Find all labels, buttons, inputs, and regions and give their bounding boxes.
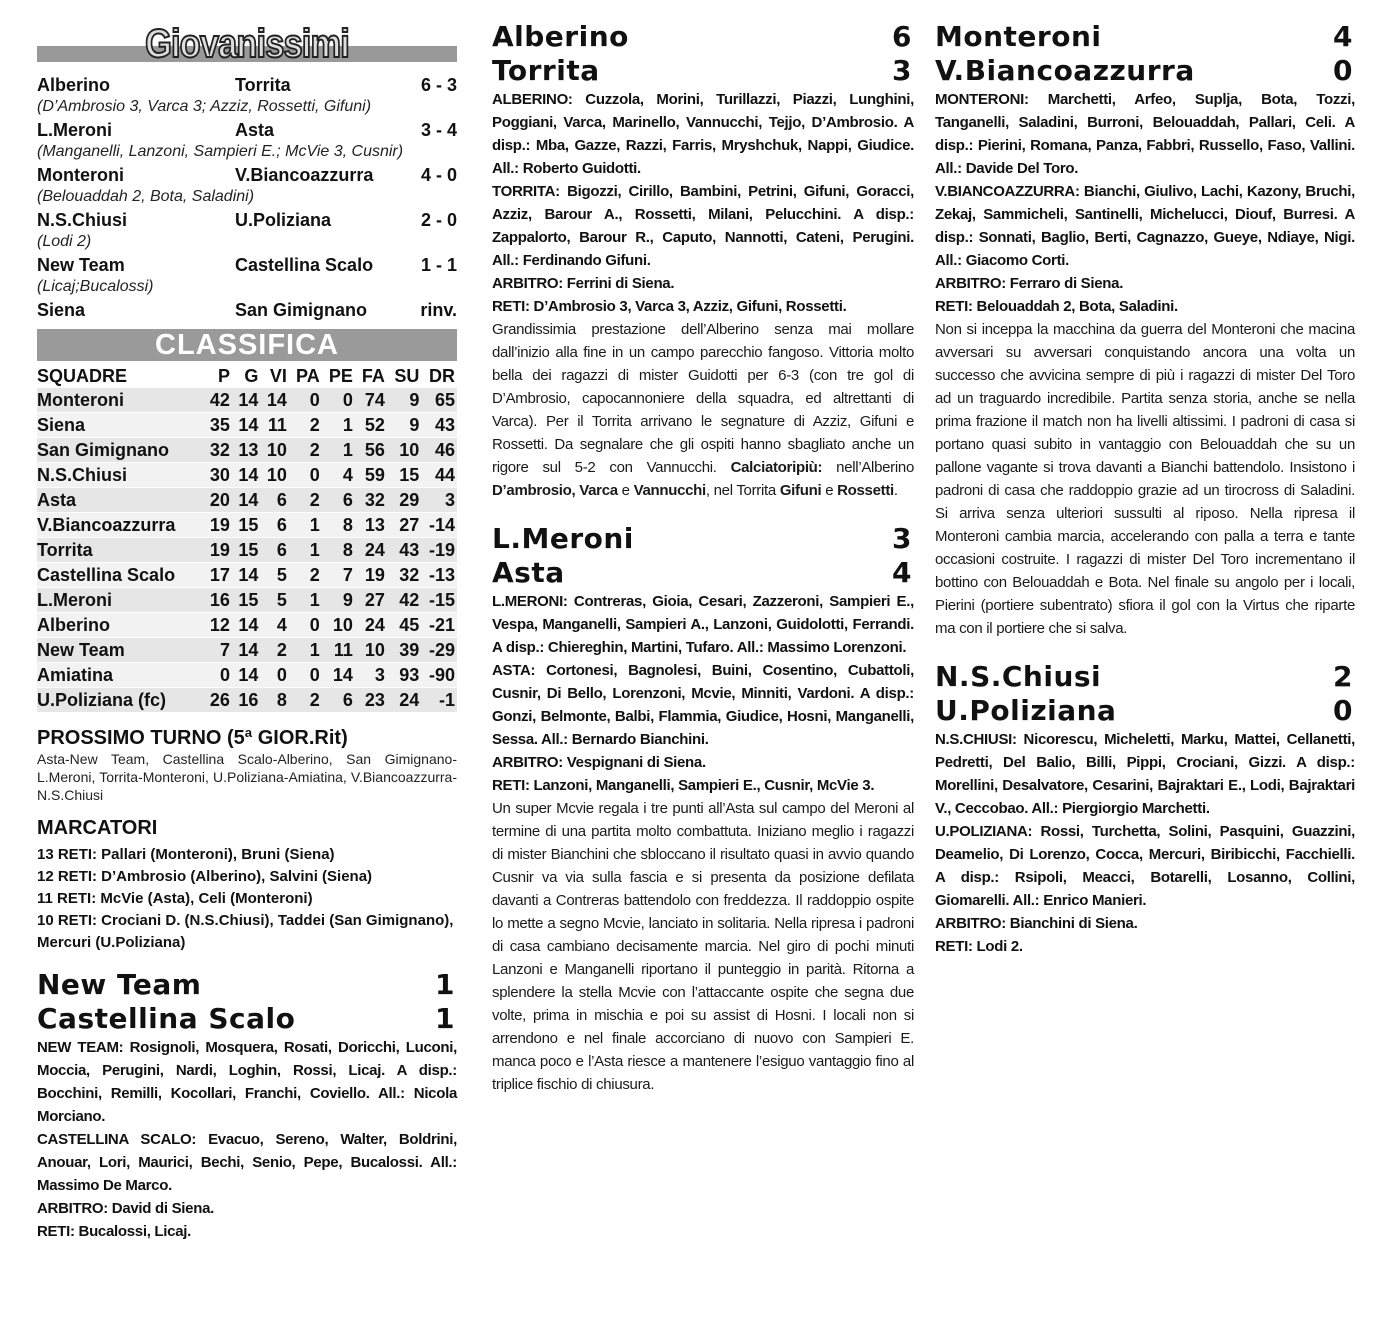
result-away: Torrita [235,75,291,95]
standings-col-header: P [217,366,230,386]
standings-cell: 42 [209,390,230,410]
lineup-home: NEW TEAM: Rosignoli, Mosquera, Rosati, Doricchi, Luconi, Moccia, Perugini, Nardi, Loghin, Rossi, Licaj. A disp.: Bocchini, Remilli, Kocollari, Franchi, Coviello. All.: Nicola Morciano. [37,1039,457,1125]
result-home: L.Meroni [37,120,112,140]
standings-cell: 7 [342,565,353,585]
result-away: Castellina Scalo [235,255,374,275]
next-round-text: Asta-New Team, Castellina Scalo-Alberino, San Gimignano-L.Meroni, Torrita-Monteroni, U.Poliziana-Amiatina, V.Biancoazzurra-N.S.Chiusi [37,751,457,803]
referee: ARBITRO: Ferraro di Siena. [935,275,1124,292]
standings-cell: 13 [238,440,259,460]
result-score: 2 - 0 [420,210,457,230]
standings-cell: 59 [364,465,385,485]
standings-cell: 8 [276,690,287,710]
left-column [37,20,457,1243]
standings-cell: 46 [434,440,455,460]
standings-cell: 13 [364,515,385,535]
team-score: 0 [1333,54,1353,87]
standings-row [37,488,457,513]
next-round-title: PROSSIMO TURNO (5ª GIOR.Rit) [37,727,348,749]
result-item [37,299,457,321]
standings-cell: 24 [399,690,420,710]
standings-cell: 6 [342,690,353,710]
result-item [37,209,457,253]
standings-cell: 15 [238,515,259,535]
team-name: V.Biancoazzurra [935,54,1195,87]
standings-cell: 9 [342,590,353,610]
standings-cell: 16 [209,590,230,610]
report-text: . [893,482,898,499]
section-banner [37,20,457,66]
scorers-title: MARCATORI [37,817,158,839]
result-score: 1 - 1 [420,255,457,275]
standings-row [37,663,457,688]
standings-cell: 27 [399,515,420,535]
referee: ARBITRO: Bianchini di Siena. [935,915,1138,932]
standings-team: Siena [37,415,86,435]
result-away: V.Biancoazzurra [235,165,374,185]
standings-col-header: G [244,366,259,386]
standings-cell: 15 [238,590,259,610]
match-report: Un super Mcvie regala i tre punti all’Asta sul campo del Meroni al termine di una partita molto combattuta. Iniziano meglio i ragazzi di mister Bianchini che sbloccano il risultato quasi in avvio quando Cusnir va via sulla fascia e si presenta da posizione defilata davanti a Contreras battendolo con freddezza. Il raddoppio ospite lo mette a segno Mcvie, lanciato in solitaria. Nella ripresa i padroni di casa cambiano decisamente marcia. Nel giro di pochi minuti Lanzoni e Manganelli riportano il punteggio in parità. Ritorna a splendere la stella Mcvie con l’attaccante ospite che segna due volte, prima in mischia e poi su assist di Hosni. I locali non si arrendono e nel finale accorciano di nuovo con Sampieri E. manca poco e l’Asta riesce a mantenere l’esiguo vantaggio fino al triplice fischio di chiusura. [492,800,914,1093]
standings-cell: 0 [309,665,320,685]
standings-cell: 0 [276,665,287,685]
lineup-away: V.BIANCOAZZURRA: Bianchi, Giulivo, Lachi, Kazony, Bruchi, Zekaj, Sammicheli, Santinelli, Michelucci, Diouf, Burresi. A disp.: Sonnati, Baglio, Berti, Cagnazzo, Gueye, Ndiaye, Nigi. All.: Giacomo Corti. [935,183,1355,269]
standings-cell: 19 [209,540,230,560]
standings-cell: 16 [238,690,259,710]
standings-col-header: FA [361,366,385,386]
standings-cell: 52 [364,415,385,435]
standings-cell: 1 [342,415,353,435]
standings-row [37,438,457,463]
team-name: Torrita [492,54,600,87]
standings-cell: 2 [309,415,320,435]
standings-cell: 43 [434,415,455,435]
standings-cell: 4 [276,615,287,635]
standings-cell: 1 [309,640,320,660]
team-name: Castellina Scalo [37,1002,296,1035]
team-score: 4 [1333,20,1353,53]
standings-col-header: PE [328,366,353,386]
standings-cell: 2 [309,490,320,510]
standings-cell: 4 [342,465,353,485]
standings-cell: 14 [238,415,259,435]
result-score: 3 - 4 [420,120,457,140]
goals: RETI: Lanzoni, Manganelli, Sampieri E., Cusnir, McVie 3. [492,777,875,794]
standings-cell: 10 [332,615,353,635]
lineup-away: CASTELLINA SCALO: Evacuo, Sereno, Walter, Boldrini, Anouar, Lori, Maurici, Bechi, Senio, Pepe, Bucalossi. All.: Massimo De Marco. [37,1131,457,1194]
standings-cell: 14 [238,490,259,510]
standings-team: San Gimignano [37,440,170,460]
standings-cell: 7 [219,640,230,660]
standings-team: Monteroni [37,390,124,410]
match-meroni [492,522,914,1096]
team-name: U.Poliziana [935,694,1117,727]
standings-cell: 8 [342,540,353,560]
standings-cell: -90 [428,665,455,685]
standings-cell: 14 [238,640,259,660]
standings-cell: 15 [238,540,259,560]
standings-cell: 0 [309,390,320,410]
standings-cell: -13 [428,565,455,585]
team-name: Alberino [492,20,629,53]
standings-cell: 27 [364,590,385,610]
result-scorers: (D’Ambrosio 3, Varca 3; Azziz, Rossetti, Gifuni) [37,98,372,115]
standings-cell: 6 [342,490,353,510]
goals: RETI: D’Ambrosio 3, Varca 3, Azziz, Gifuni, Rossetti. [492,298,847,315]
standings-team: V.Biancoazzurra [37,515,176,535]
standings-cell: 17 [209,565,230,585]
standings-col-header: SQUADRE [37,366,128,386]
result-away: San Gimignano [235,300,368,320]
standings-cell: 1 [309,590,320,610]
match-report [492,318,914,502]
standings-cell: 35 [209,415,230,435]
standings-cell: 14 [238,390,259,410]
result-scorers: (Belouaddah 2, Bota, Saladini) [37,188,255,205]
goals: RETI: Belouaddah 2, Bota, Saladini. [935,298,1178,315]
standings-cell: 8 [342,515,353,535]
standings-cell: 1 [309,540,320,560]
standings-cell: -1 [438,690,455,710]
result-home: N.S.Chiusi [37,210,128,230]
team-score: 3 [892,522,912,555]
standings-cell: -14 [428,515,455,535]
standings-cell: 11 [267,415,287,435]
report-text: nell’Alberino [822,459,914,476]
standings-cell: 2 [276,640,287,660]
result-scorers: (Licaj;Bucalossi) [37,278,154,295]
result-item [37,164,457,208]
team-name: Asta [492,556,565,589]
result-item [37,74,457,118]
standings-cell: 2 [309,690,320,710]
standings-row [37,563,457,588]
result-away: Asta [235,120,275,140]
standings-cell: 11 [333,640,353,660]
report-text: Grandissimia prestazione dell’Alberino senza mai mollare dall’inizio alla fine in un campo parecchio fangoso. Vittoria molto bella dei ragazzi di mister Guidotti per 6-3 (con tre gol di D’Ambrosio, capocannoniere della squadra, ed altrettanti di Varca). Per il Torrita arrivano le segnature di Azziz, Gifuni e Rossetti. Da segnalare che gli ospiti hanno sbagliato anche un rigore sul 5-2 con Vannucchi. [492,321,914,476]
standings-cell: 26 [209,690,230,710]
standings-cell: 10 [399,440,420,460]
standings-cell: 29 [399,490,420,510]
standings-cell: 23 [364,690,385,710]
standings-cell: 12 [209,615,230,635]
result-score: 4 - 0 [420,165,457,185]
result-home: Alberino [37,75,111,95]
standings-row [37,388,457,413]
goals: RETI: Lodi 2. [935,938,1023,955]
standings-cell: 20 [209,490,230,510]
result-score: 6 - 3 [420,75,457,95]
standings-cell: 42 [399,590,420,610]
standings-cell: 10 [266,440,287,460]
scorers-line: 13 RETI: Pallari (Monteroni), Bruni (Siena) [37,846,335,863]
standings-cell: 19 [364,565,385,585]
standings-title: CLASSIFICA [155,329,339,361]
standings-cell: 10 [266,465,287,485]
lineup-home: ALBERINO: Cuzzola, Morini, Turillazzi, Piazzi, Lunghini, Poggiani, Varca, Marinello, Vannucchi, Tejjo, D’Ambrosio. A disp.: Mba, Gazze, Razzi, Farris, Mryshchuk, Nappi, Giudice. All.: Roberto Guidotti. [492,91,914,177]
standings-row [37,613,457,638]
team-score: 4 [892,556,912,589]
standings-cell: 24 [364,540,385,560]
standings-cell: 0 [342,390,353,410]
standings-cell: 0 [309,465,320,485]
standings-cell: 32 [209,440,230,460]
standings-cell: 2 [309,440,320,460]
standings-cell: 45 [399,615,420,635]
result-item [37,254,457,298]
standings-cell: 65 [434,390,455,410]
report-text: , nel Torrita [705,482,780,499]
standings-team: Alberino [37,615,111,635]
referee: ARBITRO: Vespignani di Siena. [492,754,706,771]
team-name: New Team [37,968,202,1001]
standings-row [37,688,457,713]
standings-team: U.Poliziana (fc) [37,690,167,710]
lineup-home: L.MERONI: Contreras, Gioia, Cesari, Zazzeroni, Sampieri E., Vespa, Manganelli, Sampieri A., Lanzoni, Guidolotti, Ferrandi. A disp.: Chiereghin, Martini, Tufaro. All.: Massimo Lorenzoni. [492,593,914,656]
lineup-away: ASTA: Cortonesi, Bagnolesi, Buini, Cosentino, Cubattoli, Cusnir, Di Bello, Lorenzoni, Mcvie, Minniti, Vardoni. A disp.: Gonzi, Belmonte, Balbi, Flammia, Giudice, Hosni, Manganelli, Sessa. All.: Bernardo Bianchini. [492,662,914,748]
team-name: Monteroni [935,20,1102,53]
standings-col-header: VI [269,366,287,386]
standings-row [37,413,457,438]
standings-cell: 5 [276,590,287,610]
result-item [37,119,457,163]
middle-column [492,20,914,1096]
scorers-line: 10 RETI: Crociani D. (N.S.Chiusi), Taddei (San Gimignano), Mercuri (U.Poliziana) [37,912,454,951]
goals: RETI: Bucalossi, Licaj. [37,1223,191,1240]
standings-cell: 24 [364,615,385,635]
standings-cell: 0 [219,665,230,685]
standings-row [37,513,457,538]
report-player: Rossetti [837,482,894,499]
standings-cell: 9 [409,415,420,435]
standings-team: Castellina Scalo [37,565,176,585]
standings-cell: 1 [309,515,320,535]
result-score: rinv. [420,300,457,320]
standings-col-header: SU [394,366,420,386]
standings-col-header: DR [429,366,455,386]
standings-row [37,538,457,563]
referee: ARBITRO: Ferrini di Siena. [492,275,675,292]
standings-cell: -29 [428,640,455,660]
report-text: e [617,482,634,499]
standings-cell: 14 [238,465,259,485]
referee: ARBITRO: David di Siena. [37,1200,214,1217]
team-name: N.S.Chiusi [935,660,1102,693]
standings-cell: 30 [209,465,230,485]
standings-cell: 44 [434,465,455,485]
team-name: L.Meroni [492,522,634,555]
team-score: 2 [1333,660,1353,693]
result-scorers: (Lodi 2) [37,233,92,250]
result-home: New Team [37,255,125,275]
standings-cell: 74 [364,390,385,410]
lineup-home: MONTERONI: Marchetti, Arfeo, Suplja, Bota, Tozzi, Tanganelli, Saladini, Burroni, Belouaddah, Pallari, Celi. A disp.: Pierini, Romana, Panza, Fabbri, Russello, Faso, Vallini. All.: Davide Del Toro. [935,91,1355,177]
standings-team: L.Meroni [37,590,112,610]
match-newteam [37,968,457,1243]
report-text: e [821,482,838,499]
results-list [37,74,457,321]
standings-cell: 3 [374,665,385,685]
result-home: Monteroni [37,165,124,185]
match-monteroni [935,20,1355,640]
standings-row [37,638,457,663]
report-player: Vannucchi [633,482,706,499]
standings-banner [37,329,457,361]
standings-cell: -19 [428,540,455,560]
standings-col-header: PA [296,366,320,386]
standings-cell: 43 [399,540,420,560]
report-player: Gifuni [779,482,822,499]
standings-cell: 3 [444,490,455,510]
report-label: Calciatoripiù: [730,459,823,476]
standings-cell: 15 [399,465,420,485]
result-scorers: (Manganelli, Lanzoni, Sampieri E.; McVie 3, Cusnir) [37,143,404,160]
standings-header-row [37,365,457,388]
result-home: Siena [37,300,86,320]
standings-cell: 9 [409,390,420,410]
standings-cell: 6 [276,540,287,560]
standings-team: Torrita [37,540,93,560]
right-column [935,20,1355,958]
standings-cell: -21 [428,615,455,635]
standings-cell: 0 [309,615,320,635]
team-score: 1 [435,968,455,1001]
standings-cell: 19 [209,515,230,535]
scorers-line: 11 RETI: McVie (Asta), Celi (Monteroni) [37,890,313,907]
standings-cell: -15 [428,590,455,610]
standings-team: N.S.Chiusi [37,465,128,485]
standings-cell: 14 [238,615,259,635]
lineup-home: N.S.CHIUSI: Nicorescu, Micheletti, Marku, Mattei, Cellanetti, Pedretti, Del Balio, Billi, Pippi, Crociani, Gizzi. A disp.: Morellini, Desalvatore, Cesarini, Bajraktari E., Lodi, Bajraktari V., Ceccobao. All.: Piergiorgio Marchetti. [935,731,1355,817]
standings-cell: 14 [238,665,259,685]
standings-cell: 56 [364,440,385,460]
standings-cell: 32 [364,490,385,510]
lineup-away: U.POLIZIANA: Rossi, Turchetta, Solini, Pasquini, Guazzini, Deamelio, Di Lorenzo, Cocca, Mercuri, Biribicchi, Facchielli. A disp.: Rsipoli, Meacci, Botarelli, Losanno, Collini, Giomarelli. All.: Enrico Manieri. [935,823,1355,909]
team-score: 1 [435,1002,455,1035]
standings-cell: 14 [332,665,353,685]
match-alberino [492,20,914,502]
standings-team: New Team [37,640,125,660]
standings-row [37,588,457,613]
standings-cell: 6 [276,490,287,510]
report-player: D’ambrosio, Varca [492,482,618,499]
standings-cell: 5 [276,565,287,585]
standings-team: Amiatina [37,665,114,685]
match-report: Non si inceppa la macchina da guerra del Monteroni che macina avversari su avversari conquistando ancora una volta un successo che avvicina sempre di più i ragazzi di mister Del Toro ad un traguardo incredibile. Partita senza storia, anche se nella prima frazione il match non ha livelli altissimi. I padroni di casa si portano quasi subito in vantaggio con Belouaddah che su un pallone vagante si trova davanti a Bianchi battendolo. Insistono i padroni di casa che raddoppio grazie ad un tirocross di Saladini. Si arriva senza ulteriori sussulti al riposo. Nella ripresa il Monteroni cambia marcia, accelerando con palla a terra e tante occasioni costruite. I ragazzi di mister Del Toro incrementano il bottino con Belouaddah e Bota. Nel finale su angolo per i locali, Pierini (portiere subentrato) sfiora il gol con la Virtus che riparte ma con il portiere che si salva. [935,321,1355,637]
standings-table [37,365,457,712]
scorers-line: 12 RETI: D’Ambrosio (Alberino), Salvini (Siena) [37,868,373,885]
lineup-away: TORRITA: Bigozzi, Cirillo, Bambini, Petrini, Gifuni, Goracci, Azziz, Barour A., Rossetti, Milani, Pelucchini. A disp.: Zappalorto, Barour R., Caputo, Nannotti, Cateni, Perugini. All.: Ferdinando Gifuni. [492,183,914,269]
standings-cell: 39 [399,640,420,660]
standings-cell: 6 [276,515,287,535]
standings-cell: 10 [364,640,385,660]
team-score: 6 [892,20,912,53]
team-score: 3 [892,54,912,87]
scorers-list [37,844,457,954]
standings-cell: 14 [238,565,259,585]
section-title: Giovanissimi [145,22,349,66]
standings-team: Asta [37,490,77,510]
team-score: 0 [1333,694,1353,727]
standings-cell: 2 [309,565,320,585]
standings-cell: 93 [399,665,420,685]
standings-cell: 1 [342,440,353,460]
standings-row [37,463,457,488]
result-away: U.Poliziana [235,210,332,230]
standings-cell: 32 [399,565,420,585]
standings-cell: 14 [266,390,287,410]
match-chiusi [935,660,1355,958]
